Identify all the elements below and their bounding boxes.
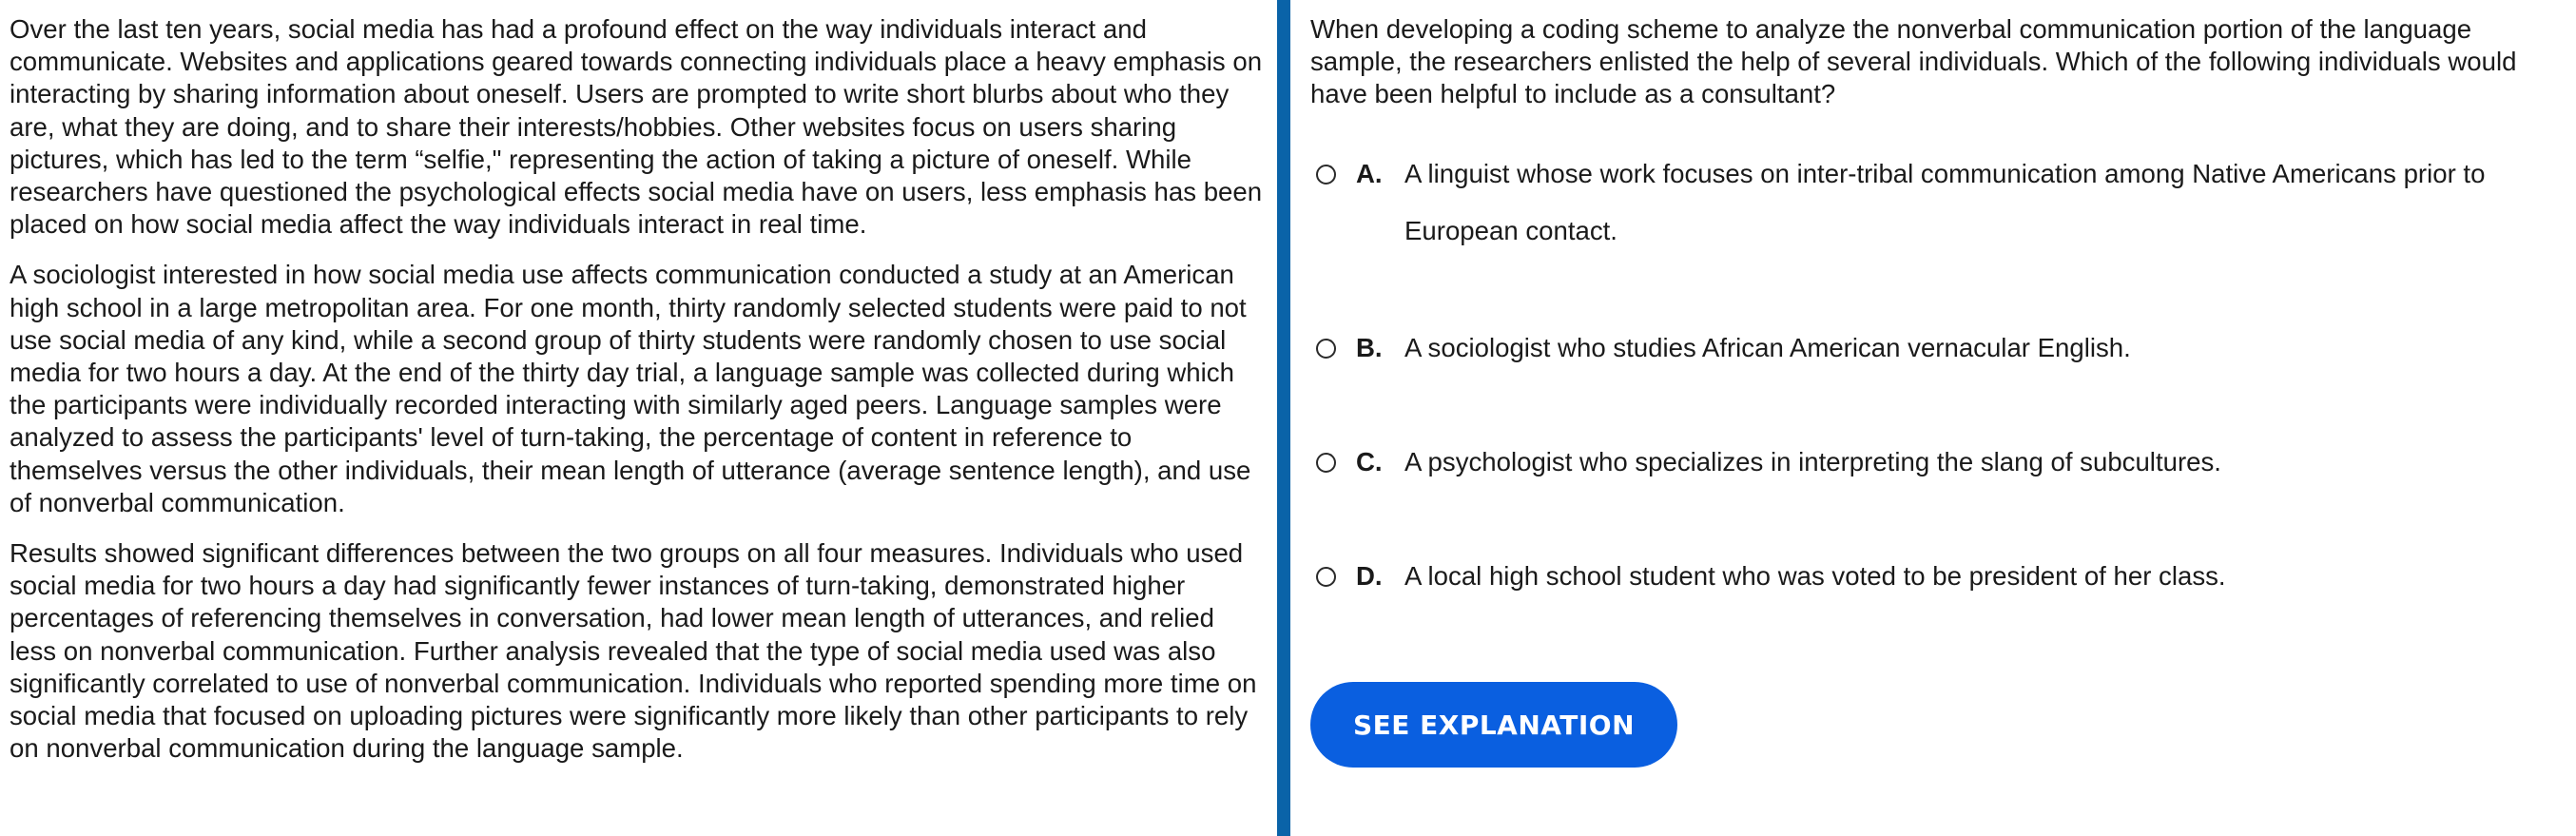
answer-option-c[interactable] — [1310, 446, 2570, 491]
passage-paragraph: Results showed significant differences between the two groups on all four measures. Individuals who used social media for two hours a day had significantly fewer instances of turn-taking, demonstrated higher percentages of referencing themselves in conversation, had lower mean length of utterances, and relied less on nonverbal communication. Further analysis revealed that the type of social media used was also significantly correlated to use of nonverbal communication. Individuals who reported spending more time on social media that focused on uploading pictures were significantly more likely than other participants to rely on nonverbal communication during the language sample. — [10, 538, 1257, 764]
option-letter: C. — [1356, 447, 1383, 476]
answer-option-a[interactable] — [1310, 158, 2570, 260]
option-text: A linguist whose work focuses on inter-tribal communication among Native Americans prior to European contact. — [1404, 159, 2486, 245]
answer-option-d[interactable] — [1310, 560, 2570, 605]
option-letter: A. — [1356, 159, 1383, 188]
question-stem: When developing a coding scheme to analyze the nonverbal communication portion of the language sample, the researchers enlisted the help of several individuals. Which of the following individuals would have been helpful to include as a consultant? — [1310, 14, 2517, 109]
radio-button-d[interactable] — [1316, 567, 1336, 587]
option-text: A sociologist who studies African American vernacular English. — [1404, 333, 2131, 362]
passage-paragraph: Over the last ten years, social media has had a profound effect on the way individuals interact and communicate. Websites and applications geared towards connecting individuals place a heavy emphasis on interacting by sharing information about oneself. Users are prompted to write short blurbs about who they are, what they are doing, and to share their interests/hobbies. Other websites focus on users sharing pictures, which has led to the term “selfie," representing the action of taking a picture of oneself. While researchers have questioned the psychological effects social media have on users, less emphasis has been placed on how social media affect the way individuals interact in real time. — [10, 14, 1263, 240]
option-text: A psychologist who specializes in interpreting the slang of subcultures. — [1404, 447, 2221, 476]
question-panel — [1310, 13, 2570, 741]
radio-button-b[interactable] — [1316, 339, 1336, 359]
passage-paragraph: A sociologist interested in how social media use affects communication conducted a study at an American high school in a large metropolitan area. For one month, thirty randomly selected students were paid to not use social media of any kind, while a second group of thirty students were randomly chosen to use social media for two hours a day. At the end of the thirty day trial, a language sample was collected during which the participants were individually recorded interacting with similarly aged peers. Language samples were analyzed to assess the participants' level of turn-taking, the percentage of content in reference to themselves versus the other individuals, their mean length of utterance (average sentence length), and use of nonverbal communication. — [10, 260, 1251, 517]
answer-option-b[interactable] — [1310, 332, 2570, 377]
option-letter: B. — [1356, 333, 1383, 362]
passage-panel — [10, 13, 1267, 783]
radio-button-c[interactable] — [1316, 453, 1336, 473]
panel-divider — [1277, 0, 1290, 836]
see-explanation-button[interactable]: SEE EXPLANATION — [1310, 682, 1677, 768]
option-text: A local high school student who was voted to be president of her class. — [1404, 561, 2226, 591]
radio-button-a[interactable] — [1316, 165, 1336, 185]
option-letter: D. — [1356, 561, 1383, 591]
